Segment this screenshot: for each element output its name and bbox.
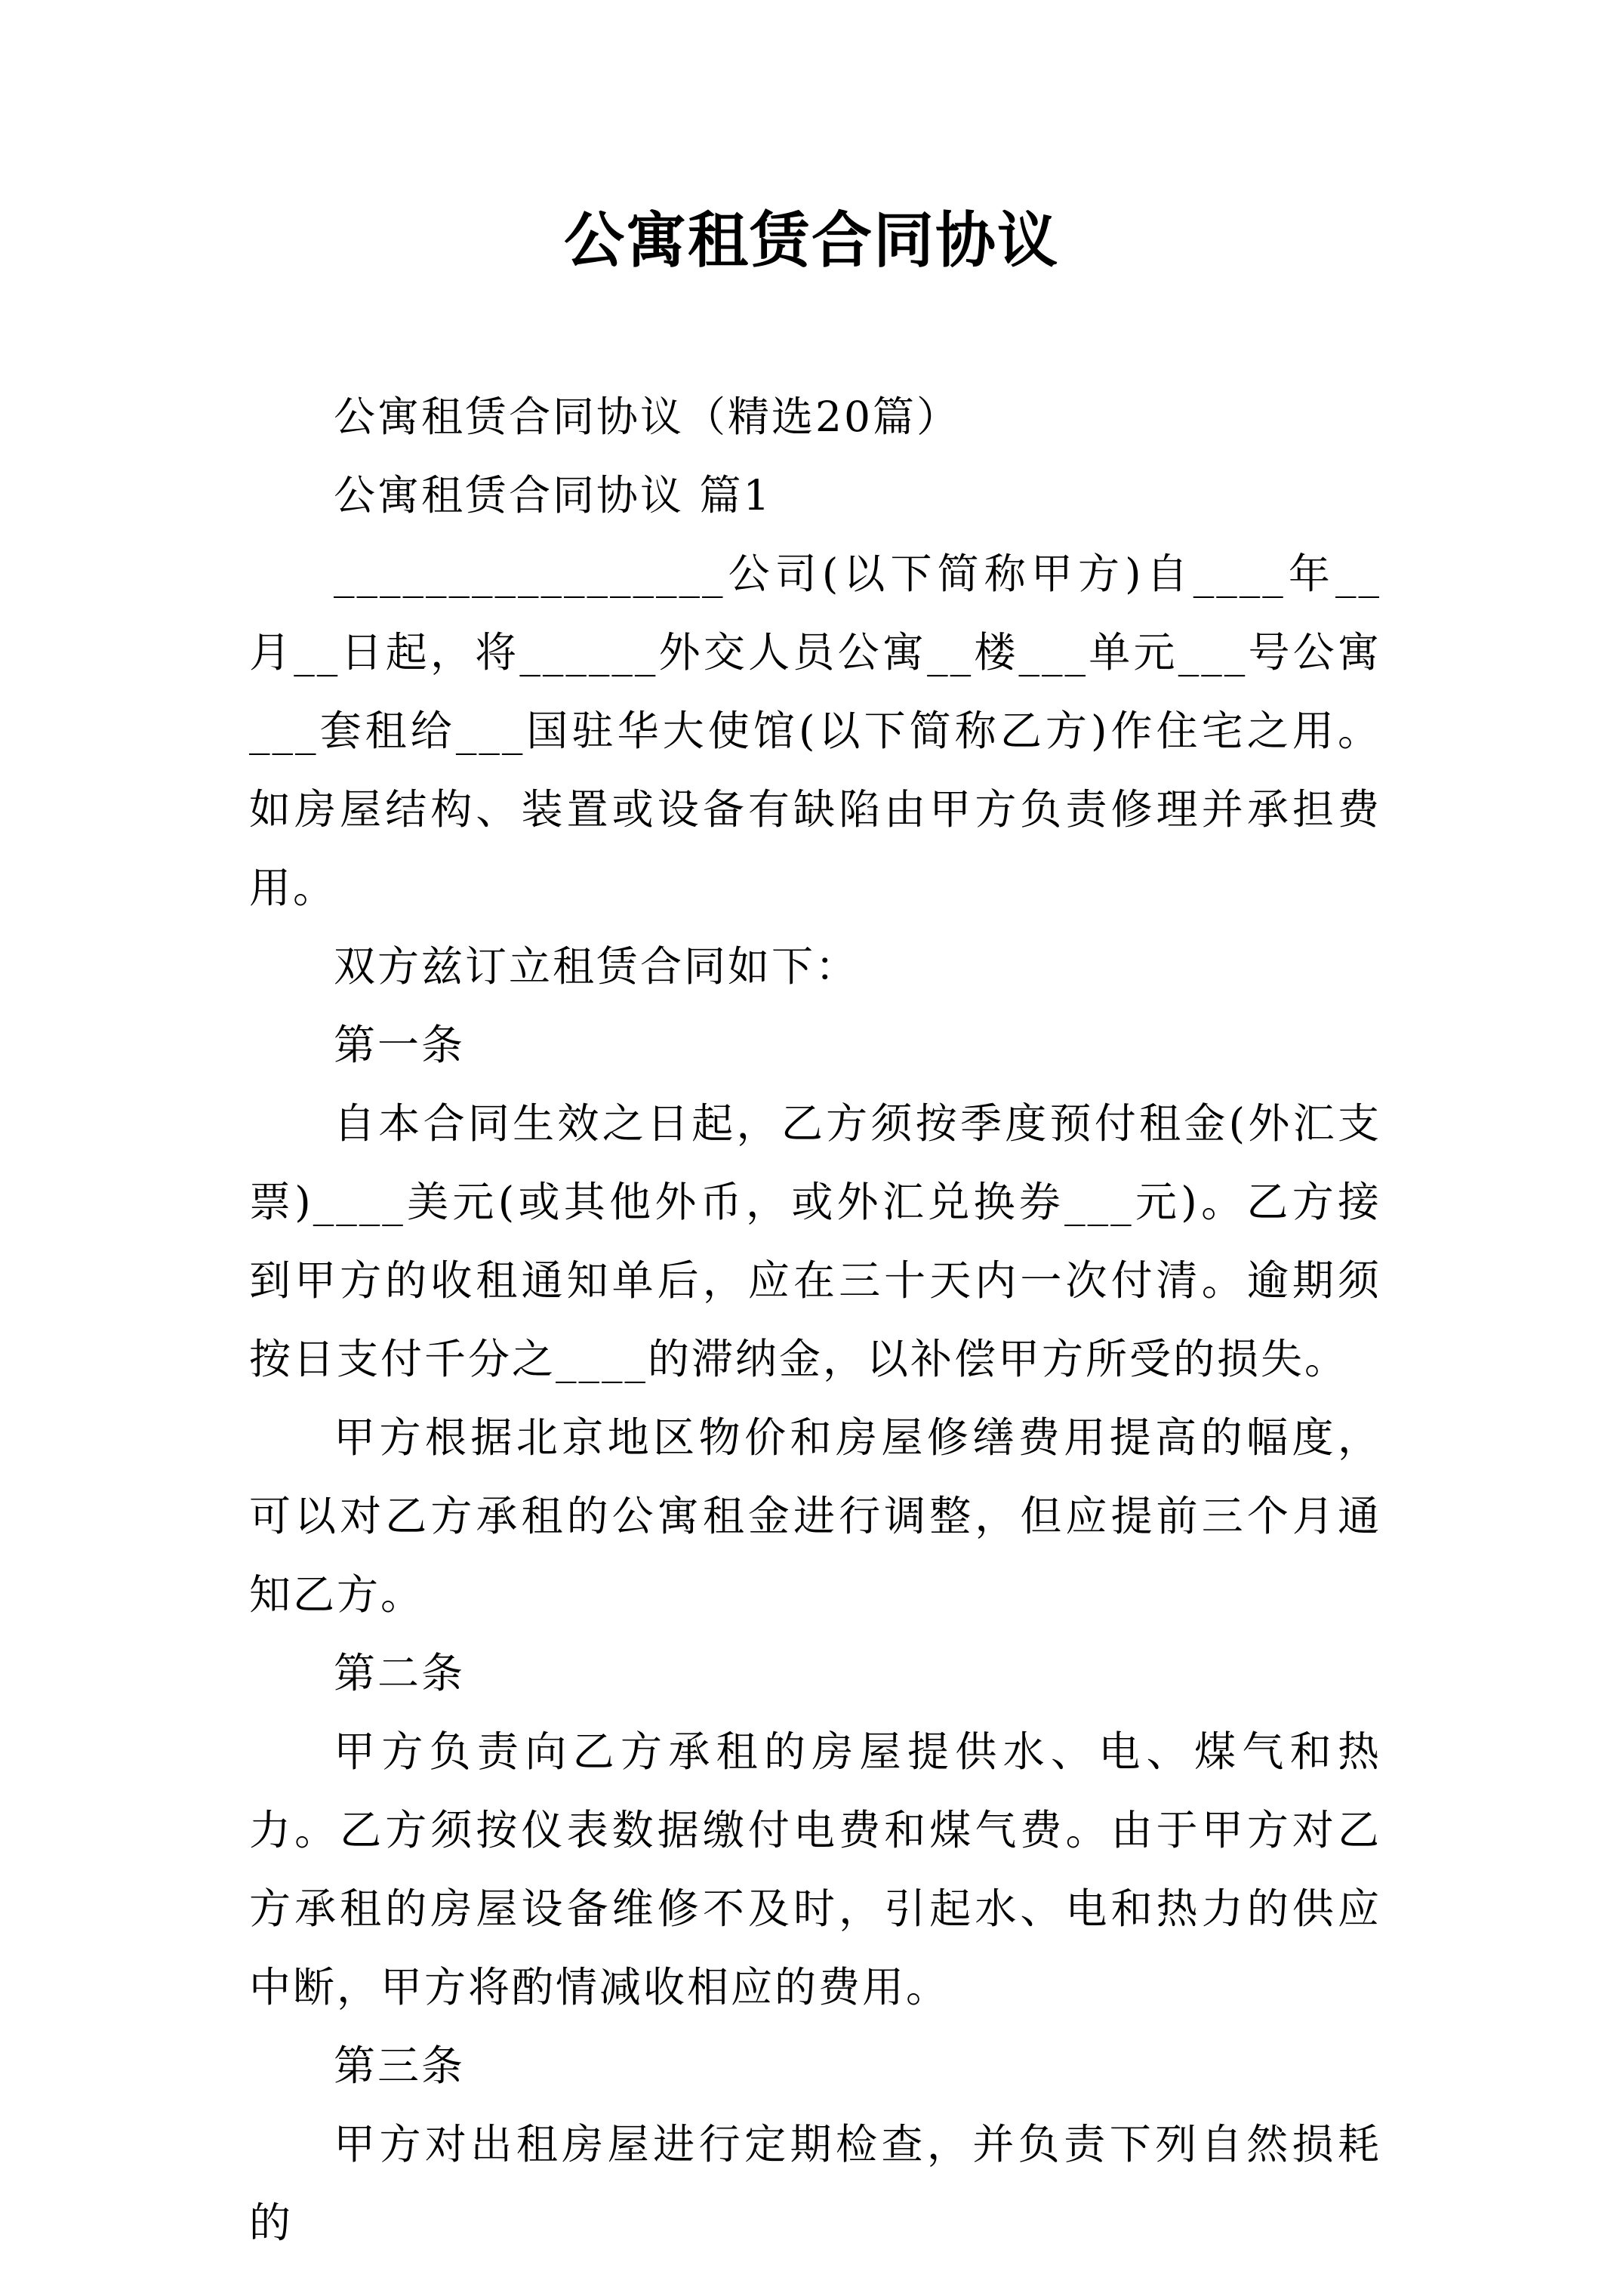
paragraph-section-heading: 公寓租赁合同协议 篇1 (334, 471, 772, 519)
article-heading-1: 第一条 (334, 1021, 466, 1069)
paragraph-article-3: 甲方对出租房屋进行定期检查，并负责下列自然损耗的 (249, 2120, 1381, 2247)
paragraph-preamble: _________________公司(以下简称甲方)自____年__月__日起，将______外交人员公寓__楼___单元___号公寓___套租给___国驻华大使馆(以下简称乙方)作住宅之用。如房屋结构、装置或设备有缺陷由甲方负责修理并承担费用。 (249, 550, 1381, 912)
article-heading-3: 第三条 (334, 2042, 466, 2090)
paragraph-subtitle: 公寓租赁合同协议（精选20篇） (334, 393, 960, 441)
document-body (249, 378, 1381, 2262)
article-heading-2: 第二条 (334, 1649, 466, 1697)
paragraph-article-1a: 自本合同生效之日起，乙方须按季度预付租金(外汇支票)____美元(或其他外币，或外汇兑换券___元)。乙方接到甲方的收租通知单后，应在三十天内一次付清。逾期须按日支付千分之____的滞纳金，以补偿甲方所受的损失。 (249, 1099, 1381, 1383)
paragraph-article-1b: 甲方根据北京地区物价和房屋修缮费用提高的幅度，可以对乙方承租的公寓租金进行调整，但应提前三个月通知乙方。 (249, 1413, 1381, 1619)
paragraph-intro: 双方兹订立租赁合同如下： (334, 942, 860, 991)
document-title: 公寓租赁合同协议 (564, 205, 1059, 276)
paragraph-article-2: 甲方负责向乙方承租的房屋提供水、电、煤气和热力。乙方须按仪表数据缴付电费和煤气费。由于甲方对乙方承租的房屋设备维修不及时，引起水、电和热力的供应中断，甲方将酌情减收相应的费用。 (249, 1727, 1381, 2011)
